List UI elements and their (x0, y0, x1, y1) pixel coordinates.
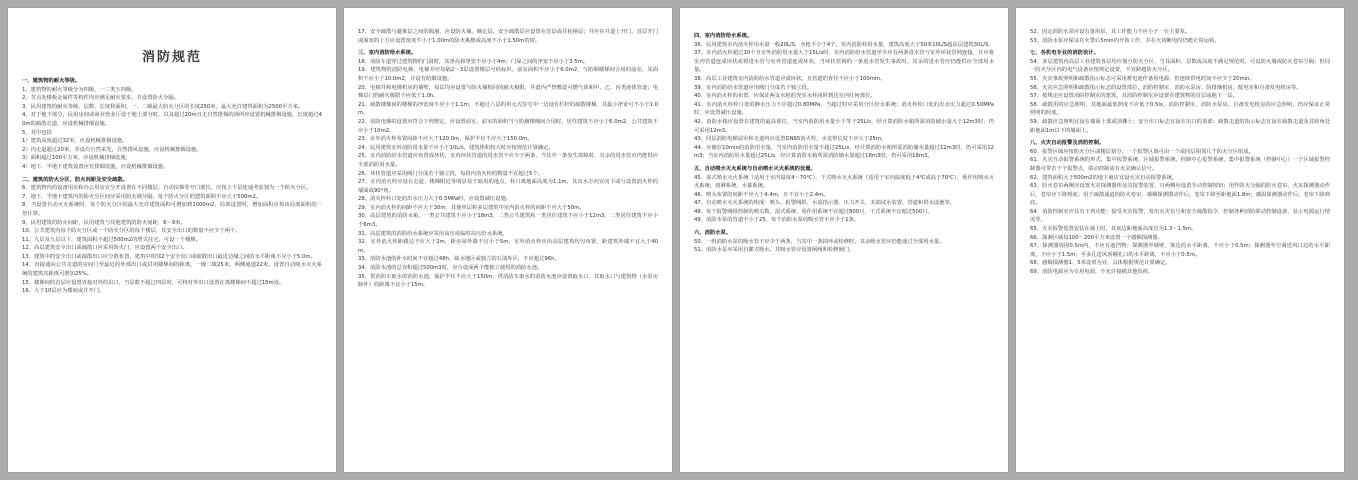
clause-paragraph: 19、建筑物的消防电梯，电梯井应每隔2～3层设置楼层号码标识，前室面积不应小于6.0m2，与防烟楼梯间合用的前室，其面积不应小于10.0m2，并设有防烟设施。 (358, 67, 658, 82)
clause-paragraph: 4）地下、半地下建筑设置应有排烟设施，应设机械排烟设施。 (22, 163, 169, 170)
clause-paragraph: 45、湿式喷水灭火系统（适用于室内温度4～70℃），干式喷水灭火系统（适用于室内温度低于4℃或高于70℃），预作用喷水灭火系统，雨淋系统，水幕系统。 (694, 174, 994, 190)
clause-paragraph: 69、消防电源应为专用电源，不允许接插其他负荷。 (1030, 269, 1154, 276)
clause-paragraph: 40、室内消火栓的布置，应保证两支水枪的充实水柱同时到达室内任何部位。 (694, 93, 876, 100)
section-heading: 二、建筑的防火分区、防火间距及安全疏散。 (22, 176, 128, 183)
clause-paragraph: 41、室内消火栓栓口处的静水压力不应超过0.80MPa，当超过时应采用分区给水系统；消火栓栓口处的出水压力超过0.50MPa时，应设置减压设施。 (694, 101, 994, 117)
clause-paragraph: 17、安全疏散与避难层之间的隔墙，应设防火墙。确定层，安全疏散层应设置在首层或并转换层；并应在并道上开门，首层开门或面宽的上方应设置宽度不小于1.00m的防火挑檐或高度不小于1.50m的窗。 (358, 29, 658, 44)
clause-paragraph: 3、民用建筑的耐火等级、层数、长度和面积，一、二级最大防火分区的长度250米，最大允许建筑面积为2500平方米。 (22, 103, 304, 110)
clause-paragraph: 4、对于地下部分，民用房间或商业营业厅设于地上部分时，以及超过20m且无自然排烟的场所应设置机械排烟设施，长度超过40m的疏散走道，应设机械排烟设施。 (22, 112, 322, 127)
document-page-3 (680, 8, 1008, 472)
document-title: 消防规范 (141, 50, 202, 65)
clause-paragraph: 43、同层消防电梯前室和走道内应设置DN65消火栓，水龙带长度不应大于25m。 (694, 136, 887, 143)
clause-paragraph: 46、喷头布置的间距不应大于4.4m，且不宜小于2.4m。 (694, 191, 829, 198)
clause-paragraph: 48、每个报警阀组控制的喷头数，湿式系统、预作用系统不宜超过800只，干式系统不宜超过500只。 (694, 208, 933, 215)
section-heading: 四、室内消防给水系统。 (694, 33, 753, 39)
clause-paragraph: 29、室内消火栓的间距不应大于30m，其他单层和多层建筑中室内消火栓的间距不应大于50m。 (358, 204, 585, 211)
clause-paragraph: 33、消防水池的补水时间不宜超过48h，缺水地区或独立的石油库区，不应超过96h。 (358, 256, 560, 263)
clause-paragraph: 11、九层及九层以下，建筑面积不超过500m2的塔式住宅，可设一个楼梯。 (22, 236, 201, 243)
clause-paragraph: 1、建筑物的耐火等级分为四级，一二类五四级。 (22, 86, 137, 93)
clause-paragraph: 9、民用建筑的防火间距，民用建筑与其他建筑的防火间距，6～9米。 (22, 219, 186, 226)
clause-paragraph: 53、消防水泵应保证在火警后5min内开始工作，并在火场断电时仍能正常运转。 (1030, 37, 1220, 44)
clause-paragraph: 15、楼梯间的首层应设置直接对外的出口，当层数不超过四层时，可将对外出口设置在离楼梯间不超过15m处。 (22, 279, 285, 286)
clause-paragraph: 34、消防水池的总容积超过500m3时，应分设成两个能独立使用的消防水池。 (358, 265, 543, 272)
clause-paragraph: 5、其中包括 (22, 129, 52, 136)
clause-paragraph: 55、火灾事故照明和疏散指示标志可采用蓄电池作备用电源，但连续供电时间不应少于20min。 (1030, 75, 1255, 82)
clause-paragraph: 22、消防电梯的设置应符合下列规定，应设置前室，前室的面积当与防烟楼梯间合用时，居住建筑不应小于6.0m2，公共建筑不应小于10m2。 (358, 118, 658, 134)
clause-paragraph: 3）面积超过100平方米，应设机械排烟设施。 (22, 155, 131, 162)
clause-paragraph: 57、按规定应设置消防控制室的建筑，其消防控制室应设置在建筑物的首层或地下一层。 (1030, 93, 1239, 100)
clause-paragraph: 67、探测器周围0.5m内，不应有遮挡物；探测器至墙壁、梁边的水平距离，不应小于0.5m；探测器至空调送风口边的水平距离，不应小于1.5m；至多孔送风顶棚孔口的水平距离，不应小于0.5m。 (1030, 243, 1330, 258)
clause-paragraph: 7、地下、半地下建筑内的防火分区间应采用防火墙分隔，每个防火分区的建筑面积不应大于500m2。 (22, 193, 262, 200)
section-heading: 五、自动喷水灭火系统与自动喷水灭火系统的设置。 (694, 165, 816, 172)
clause-paragraph: 49、消防水泵的管道不小于25，每个消防水泵的吸水管不应少于1条。 (694, 217, 860, 224)
clause-paragraph: 52、固定消防水泵应设有备用泵，其工作能力不应小于一台主要泵。 (1030, 29, 1191, 35)
clause-paragraph: 59、疏散应急照明宜设在墙面上部或顶棚上；安全出口标志宜设在出口的顶部；疏散走道的指示标志宜设在疏散走道及其转角处距地面1m以下的墙面上。 (1030, 118, 1330, 134)
clause-paragraph: 65、火灾报警装置安装在墙上时，其底边距地面高度宜为1.3～1.5m。 (1030, 226, 1197, 233)
clause-paragraph: 39、室内消防给水管道应用阀门分成若干独立段。 (694, 84, 812, 91)
clause-paragraph: 35、供消防车取水的消防水池，保护半径不应大于150m，供消防车取水的消防水池应设置取水口，其取水口与建筑物（水泵房除外）的距离不宜小于15m。 (358, 273, 658, 289)
clause-paragraph: 20、电梯井和电梯机房的墙壁，每层均应设置与防火墙相同的耐火极限，井道内严禁敷设可燃气体和甲、乙、丙类液体管道；电梯层门的耐火极限不应低于1.0h。 (358, 84, 658, 100)
clause-paragraph: 14、直接通向公共走道的房间门至最近的外部出口或封闭楼梯间的距离，一级二级25米，两侧通道22米，设置自动喷水灭火系统的建筑其距离可增加25%。 (22, 262, 322, 278)
clause-paragraph: 10、公共建筑内每个防火分区或一个防火分区的每个楼层，其安全出口的数量不应少于两个。 (22, 228, 241, 235)
clause-paragraph: 47、自动喷水灭火系统的组成：喷头、报警阀组、水流指示器、压力开关、末端试水装置、管道和供水设施等。 (694, 200, 955, 207)
clause-paragraph: 56、火灾应急照明和疏散指示标志的设置部位，消防控制室、消防水泵房、防排烟机房、配电室和自备发电机房等。 (1030, 84, 1302, 91)
clause-paragraph: 62、建筑面积大于500m2的地下商店宜设火灾自动报警系统。 (1030, 174, 1178, 181)
clause-paragraph: 44、应储存10min的消防用水量，当室内消防用水量不超过25L/s，经计算消防水箱所需消防储水量超过12m3时，仍可采用12m3；当室内消防用水量超过25L/s，经计算消防水箱所需消防储水量超过18m3时，仍可采用18m3。 (694, 144, 994, 160)
clause-paragraph: 28、消火栓栓口处的出水压力大于0.5MPa时，应设置减压设施。 (358, 196, 512, 203)
clause-paragraph: 6、建筑物内的设备用房和办公用房宜分开设置在不同楼层；自动扶梯等开口部位，应按上下层连通考虑划为一个防火分区。 (22, 185, 312, 192)
clause-paragraph: 37、室内消火栓超过10个且室外消防用水量大于15L/s时，室内消防给水管道至少应有两条进水管与室外环状管网连接，并应将室内管道连成环状或将进水管与室外管道连成环状，当环状管网的一条进水管发生事故时，其余的进水管应仍能供应全部用水量。 (694, 50, 994, 74)
clause-paragraph: 21、疏散楼梯间的楼梯的净宽度不应小于1.1m，不超过六层的单元式住宅中一边设有栏杆的疏散楼梯，其最小净宽可不小于1.0m。 (358, 101, 658, 117)
clause-paragraph: 18、消防车道穿过建筑物的门洞时，其净高和净宽不应小于4m；门垛之间的净宽不应小于3.5m。 (358, 58, 589, 65)
clause-paragraph: 25、室内消防给水管道应布置成环状，室内环状管道的进水管不应少于两条，当其中一条发生故障时，其余的进水管应仍能供应全部消防用水量。 (358, 153, 658, 168)
clause-paragraph: 64、消防控制室应具有下列功能：接受火灾报警，发出火灾信号和安全疏散指令，控制各种消防联动控制设备，显示电源运行情况等。 (1030, 208, 1330, 224)
clause-paragraph: 13、建筑中的安全出口或疏散出口应分散布置，建筑中相邻2个安全出口或疏散出口最近边缘之间的水平距离不应小于5.0m。 (22, 253, 316, 260)
clause-paragraph: 36、民用建筑室内消火栓用水量一般20L/S，水枪不小于4个，室内消防栓用水量，建筑高度大于50米10L/S超高层建筑30L/S。 (694, 41, 994, 48)
clause-paragraph: 58、疏散用的应急照明，其地面最低照度不应低于0.5lx，消防控制室、消防水泵房、自备发电机房的应急照明，仍应保证正常照明的照度。 (1030, 101, 1330, 117)
clause-paragraph: 26、环状管道应采用阀门分成若干独立段，每段内消火栓的数量不宜超过5个。 (358, 170, 543, 177)
section-heading: 六、消防水泵。 (694, 230, 732, 237)
section-heading: 八、火灾自动报警及消防控制。 (1030, 140, 1105, 147)
clause-paragraph: 8、当设置自动灭火系统时，每个防火分区的最大允许建筑面积可增加到1000m2，局部设置时，增加面积应按该局部面积的一倍计算。 (22, 202, 322, 217)
clause-paragraph: 61、火灾自动报警系统的形式，集中报警系统，区域报警系统，控制中心报警系统，集中报警系统（控制中心）一个区域报警控制器可带若干个报警点，联动控制需有火灾确认信号。 (1030, 157, 1330, 172)
clause-paragraph: 2）内走道超过20米，并设有自然采光，自然排风设施，应设机械排烟设施。 (22, 146, 202, 153)
clause-paragraph: 66、探测区域每100～200平方米设置一个感烟探测器。 (1030, 234, 1163, 241)
clause-paragraph: 51、消防水泵应采用自灌式吸水，其吸水管应设置闸阀和检修阀门。 (694, 247, 855, 254)
clause-paragraph: 1）建筑高度超过32米，应设机械排烟设施。 (22, 138, 128, 145)
clause-paragraph: 12、高层建筑安全出口或疏散口应采用防火门，应设置两个安全出口。 (22, 245, 188, 252)
clause-paragraph: 30、高层建筑的消防水箱，一类公共建筑不应小于18m3，二类公共建筑和一类居住建筑不应小于12m3，二类居住建筑不应小于6m3。 (358, 213, 658, 229)
clause-paragraph: 31、高层建筑的消防给水系统应采用高压或临时高压给水系统。 (358, 230, 508, 237)
clause-paragraph: 63、防火卷帘两侧应设置火灾探测器组及其报警装置，且两侧应设置手动控制按钮；用作防火分隔的防火卷帘，火灾探测器动作后，卷帘应下降到底；用于疏散通道的防火卷帘，感烟探测器动作后，卷帘下降至距地面1.8m；感温探测器动作后，卷帘下降到底。 (1030, 183, 1330, 207)
clause-paragraph: 50、一组消防水泵的吸水管不应少于两条，当其中一条损坏或检修时，其余吸水管应仍能通过全部用水量。 (694, 238, 945, 245)
clause-paragraph: 16、大于10层应为楼间或并开门。 (22, 288, 105, 295)
clause-paragraph: 38、高层工业建筑室内消防给水管道应成环状，且管道的直径不应小于100mm。 (694, 75, 886, 82)
clause-paragraph: 27、室内消火栓应设在走道、楼梯附近等明显易于取用的地点，栓口离地面高度为1.1m，其出水方向宜向下或与设置消火栓的墙面成90°角。 (358, 179, 658, 194)
clause-paragraph: 24、民用建筑室外消防用水量不应小于10L/s，建筑体积较大时应按规范计算确定。 (358, 144, 554, 151)
section-heading: 一、建筑物的耐火等级。 (22, 78, 81, 84)
clause-paragraph: 42、消防水箱应设置在建筑的最高部位，当室内消防用水量小于等于25L/s，经计算消防水箱所需消防储水量大于12m3时，仍可采用12m3。 (694, 118, 994, 134)
clause-paragraph: 32、室外消火栓距路边不应大于2m，距房屋外墙不宜小于5m，室外消火栓应沿高层建筑均匀布置，距建筑外墙不宜大于40m。 (358, 239, 658, 254)
document-page-2 (344, 8, 672, 472)
section-heading: 三、室内消防给水系统。 (358, 50, 417, 57)
clause-paragraph: 68、感烟探测器1、5米设置为宜，具体根据规范计算确定。 (1030, 260, 1171, 267)
clause-paragraph: 23、室外消火栓布置间距不应大于120.0m，保护半径不应大于150.0m。 (358, 136, 533, 143)
clause-paragraph: 60、报警区域应按防火分区或楼层划分，一个报警区域可由一个或同层相邻几个防火分区组成。 (1030, 148, 1254, 155)
section-heading: 七、各机电专业的消防设计。 (1030, 50, 1099, 57)
document-page-1 (8, 8, 336, 472)
document-page-4 (1016, 8, 1344, 472)
clause-paragraph: 2、节点处楼板金属件等构件均应满足耐火要求，并设置防火分隔。 (22, 95, 179, 102)
clause-paragraph: 54、多层建筑内高层工业建筑各层均应划分防火分区，当其面积、层数或高度不满足规范时，可设防火墙或防火卷帘分隔；但同一防火分区内的电气设备应按规定设置，不宜跨越防火分区。 (1030, 58, 1330, 74)
